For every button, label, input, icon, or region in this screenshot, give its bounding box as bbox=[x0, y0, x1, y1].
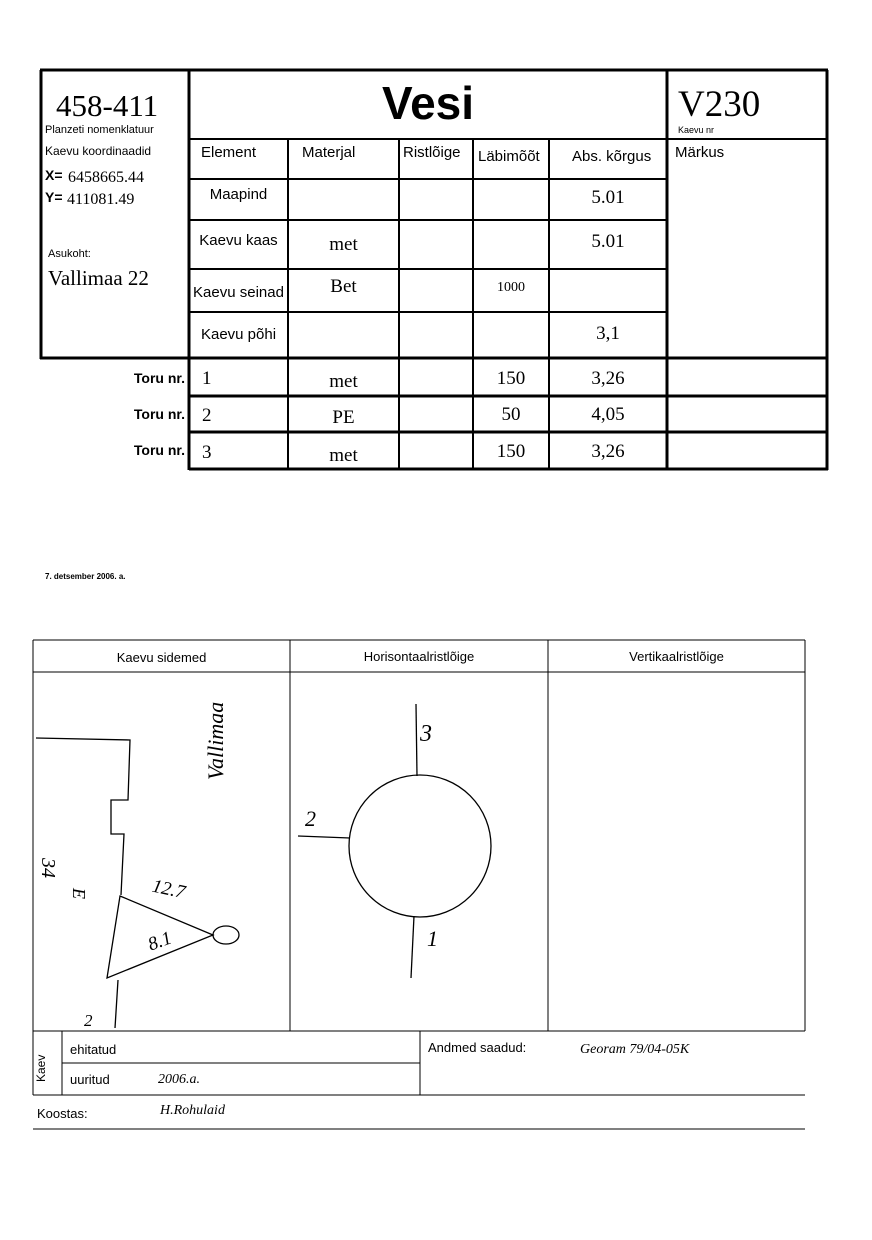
note-e: E bbox=[69, 888, 89, 899]
address-value: Vallimaa 22 bbox=[48, 266, 149, 290]
element-name: Maapind bbox=[209, 186, 268, 203]
column-header-element: Element bbox=[201, 144, 257, 161]
hz-pipe-2-label: 2 bbox=[305, 806, 316, 831]
author-label: Koostas: bbox=[37, 1106, 88, 1121]
x-label: X= bbox=[45, 167, 63, 183]
pipe-label: Toru nr. bbox=[133, 370, 185, 386]
nomenclature-value: 458-411 bbox=[56, 88, 159, 123]
pipe-diameter: 150 bbox=[496, 368, 526, 389]
y-value: 411081.49 bbox=[67, 191, 135, 208]
column-header-remarks: Märkus bbox=[675, 144, 725, 161]
document-date: 7. detsember 2006. a. bbox=[45, 572, 126, 581]
hz-pipe-3-label: 3 bbox=[420, 721, 432, 747]
column-header-cross-section: Ristlõige bbox=[403, 144, 461, 161]
well-number-value: V230 bbox=[678, 84, 761, 125]
source-value: Georam 79/04-05K bbox=[580, 1042, 690, 1057]
column-header-diameter: Läbimõõt bbox=[478, 148, 540, 165]
element-name: Kaevu seinad bbox=[193, 284, 284, 301]
diagram-title-horizontal: Horisontaalristlõige bbox=[363, 649, 475, 664]
address-label: Asukoht: bbox=[48, 248, 91, 260]
coordinates-label: Kaevu koordinaadid bbox=[45, 144, 152, 158]
column-header-material: Materjal bbox=[302, 144, 356, 161]
nomenclature-label: Planzeti nomenklatuur bbox=[45, 124, 154, 136]
pipe-abs-height: 3,26 bbox=[591, 441, 625, 462]
y-label: Y= bbox=[45, 189, 63, 205]
hz-pipe-1-label: 1 bbox=[427, 926, 438, 951]
street-label: Vallimaa bbox=[203, 701, 228, 780]
diagram-title-vertical: Vertikaalristlõige bbox=[629, 649, 724, 664]
surveyed-value: 2006.a. bbox=[158, 1072, 200, 1087]
pipe-number: 3 bbox=[202, 442, 212, 463]
element-abs-height: 5.01 bbox=[591, 187, 625, 208]
source-label: Andmed saadud: bbox=[428, 1040, 527, 1055]
pipe-number: 2 bbox=[202, 405, 212, 426]
column-header-abs-height: Abs. kõrgus bbox=[572, 148, 652, 165]
built-label: ehitatud bbox=[70, 1042, 117, 1057]
x-value: 6458665.44 bbox=[68, 169, 144, 186]
pipe-abs-height: 3,26 bbox=[591, 368, 625, 389]
element-name: Kaevu põhi bbox=[200, 326, 277, 343]
pipe-number: 1 bbox=[202, 368, 212, 389]
diagram-title-connections: Kaevu sidemed bbox=[116, 650, 207, 665]
page-title: Vesi bbox=[381, 77, 475, 129]
pipe-diameter: 150 bbox=[496, 441, 526, 462]
distance-a: 12.7 bbox=[150, 875, 188, 904]
pipe-2-label-bottom: 2 bbox=[84, 1011, 93, 1030]
element-abs-height: 5.01 bbox=[591, 231, 625, 252]
element-abs-height: 3,1 bbox=[596, 323, 620, 344]
connection-sketch bbox=[36, 738, 239, 1028]
surveyed-label: uuritud bbox=[70, 1072, 110, 1087]
pipe-diameter: 50 bbox=[501, 404, 521, 425]
note-34: 34 bbox=[37, 858, 59, 878]
element-diameter: 1000 bbox=[497, 280, 525, 295]
kaev-label: Kaev bbox=[34, 1054, 48, 1082]
pipe-label: Toru nr. bbox=[133, 442, 185, 458]
pipe-abs-height: 4,05 bbox=[591, 404, 625, 425]
pipe-material: met bbox=[329, 445, 358, 466]
distance-b: 8.1 bbox=[145, 927, 175, 956]
well-number-label: Kaevu nr bbox=[678, 125, 715, 135]
horizontal-section-sketch bbox=[298, 704, 491, 978]
element-material: Bet bbox=[330, 276, 357, 297]
pipe-label: Toru nr. bbox=[133, 406, 185, 422]
author-value: H.Rohulaid bbox=[160, 1103, 225, 1118]
element-material: met bbox=[329, 234, 358, 255]
pipe-material: PE bbox=[332, 407, 355, 428]
element-name: Kaevu kaas bbox=[199, 232, 278, 249]
pipe-material: met bbox=[329, 371, 358, 392]
